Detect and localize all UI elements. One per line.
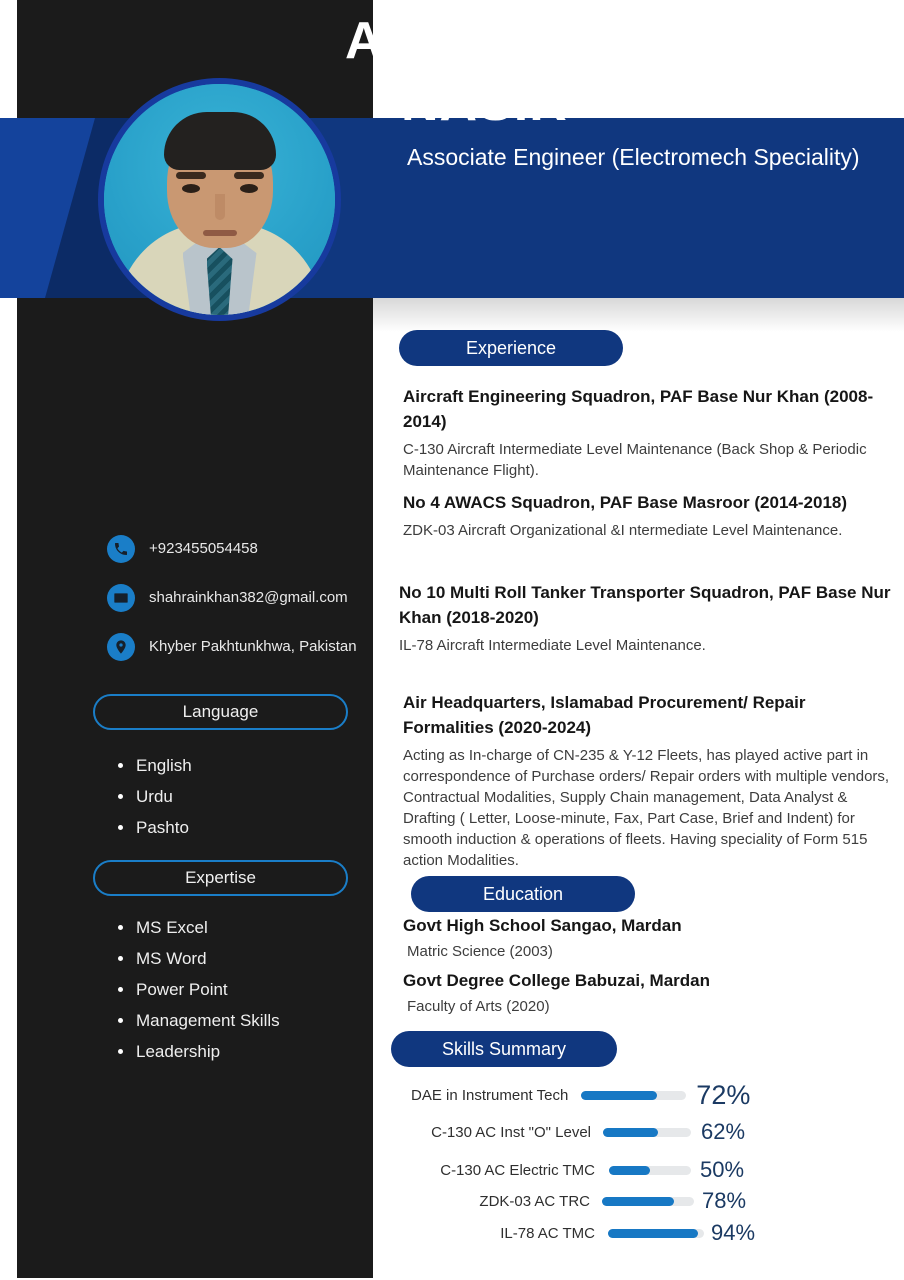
skill-row bbox=[405, 1157, 744, 1183]
section-header-expertise bbox=[93, 860, 348, 896]
avatar-nose bbox=[215, 194, 225, 220]
avatar-eye-left bbox=[182, 184, 200, 193]
skill-bar-track bbox=[603, 1128, 691, 1137]
avatar-brow-right bbox=[234, 172, 264, 179]
skill-label: C-130 AC Electric TMC bbox=[440, 1161, 595, 1179]
list-item: Pashto bbox=[118, 812, 192, 843]
contact-email[interactable] bbox=[0, 573, 373, 622]
skill-bar-track bbox=[608, 1229, 704, 1238]
skill-label: DAE in Instrument Tech bbox=[411, 1087, 569, 1104]
experience-entry bbox=[403, 490, 895, 541]
contact-list bbox=[0, 524, 373, 671]
contact-phone[interactable] bbox=[0, 524, 373, 573]
header-underline-gradient bbox=[373, 298, 904, 332]
avatar bbox=[98, 78, 341, 321]
contact-email-value: shahrainkhan382@gmail.com bbox=[149, 589, 348, 606]
skill-row bbox=[405, 1220, 755, 1246]
language-list bbox=[118, 750, 192, 843]
education-entry bbox=[403, 914, 873, 963]
avatar-mouth bbox=[203, 230, 237, 236]
avatar-tie bbox=[207, 247, 233, 315]
location-pin-icon bbox=[107, 633, 135, 661]
section-header-education bbox=[411, 876, 635, 912]
header-text-group bbox=[345, 10, 860, 172]
skill-bar-fill bbox=[603, 1128, 658, 1137]
skill-percent: 94% bbox=[711, 1220, 756, 1245]
experience-description: ZDK-03 Aircraft Organizational &I ntermediate Level Maintenance. bbox=[403, 522, 843, 539]
experience-description: Acting as In-charge of CN-235 & Y-12 Fleets, has played active part in correspondence of Purchase orders/ Repair orders with multiple vendors, Contractual Modalities, Supply Chain management, Data Analyst & Drafting ( Letter, Loose-minute, Fax, Part Case, Brief and Indent) for smooth induction & operations of fleets. Having speciality of Form 515 action Modalities. bbox=[403, 747, 890, 869]
job-title: Associate Engineer (Electromech Speciality) bbox=[407, 144, 860, 170]
section-header-education-label: Education bbox=[482, 883, 564, 904]
education-school: Govt Degree College Babuzai, Mardan bbox=[403, 971, 711, 990]
contact-location[interactable] bbox=[0, 622, 373, 671]
skill-bar-fill bbox=[581, 1091, 657, 1100]
phone-icon bbox=[107, 535, 135, 563]
avatar-brow-left bbox=[176, 172, 206, 179]
section-header-expertise-label: Expertise bbox=[185, 868, 256, 887]
skill-bar-fill bbox=[609, 1166, 650, 1175]
skill-bar-fill bbox=[608, 1229, 698, 1238]
skill-percent: 50% bbox=[700, 1157, 745, 1182]
experience-entry bbox=[403, 690, 899, 871]
expertise-list bbox=[118, 912, 280, 1067]
section-header-language-label: Language bbox=[182, 702, 259, 721]
list-item: MS Excel bbox=[118, 912, 280, 943]
avatar-eye-right bbox=[240, 184, 258, 193]
skill-label: C-130 AC Inst "O" Level bbox=[431, 1123, 591, 1141]
experience-description: C-130 Aircraft Intermediate Level Maintenance (Back Shop & Periodic Maintenance Flight). bbox=[403, 441, 867, 479]
skill-percent: 78% bbox=[702, 1188, 747, 1213]
education-school: Govt High School Sangao, Mardan bbox=[403, 916, 682, 935]
experience-heading: No 4 AWACS Squadron, PAF Base Masroor (2014-2018) bbox=[403, 493, 848, 512]
experience-entry bbox=[403, 384, 895, 481]
avatar-hair bbox=[164, 112, 276, 170]
first-name: ABDUL bbox=[345, 12, 532, 70]
education-degree: Faculty of Arts (2020) bbox=[407, 998, 550, 1015]
skill-bar-track bbox=[581, 1091, 686, 1100]
contact-phone-value: +923455054458 bbox=[149, 540, 258, 557]
section-header-skills-label: Skills Summary bbox=[441, 1038, 566, 1059]
avatar-image bbox=[104, 84, 335, 315]
last-name: NASIR bbox=[401, 74, 568, 132]
education-degree: Matric Science (2003) bbox=[407, 943, 553, 960]
skill-label: IL-78 AC TMC bbox=[500, 1224, 595, 1242]
experience-heading: No 10 Multi Roll Tanker Transporter Squadron, PAF Base Nur Khan (2018-2020) bbox=[399, 583, 891, 627]
experience-heading: Air Headquarters, Islamabad Procurement/ Repair Formalities (2020-2024) bbox=[403, 693, 806, 737]
skill-row bbox=[411, 1119, 745, 1145]
skill-bar-track bbox=[602, 1197, 694, 1206]
skill-bar-track bbox=[609, 1166, 691, 1175]
experience-entry bbox=[399, 580, 899, 656]
list-item: English bbox=[118, 750, 192, 781]
education-entry bbox=[403, 969, 873, 1018]
section-header-experience-label: Experience bbox=[465, 337, 557, 358]
list-item: Urdu bbox=[118, 781, 192, 812]
skill-percent: 62% bbox=[701, 1119, 746, 1144]
list-item: MS Word bbox=[118, 943, 280, 974]
contact-location-value: Khyber Pakhtunkhwa, Pakistan bbox=[149, 638, 357, 655]
skill-row bbox=[405, 1188, 746, 1214]
section-header-experience bbox=[399, 330, 623, 366]
envelope-icon bbox=[107, 584, 135, 612]
skill-row bbox=[411, 1080, 750, 1111]
skill-bar-fill bbox=[602, 1197, 674, 1206]
list-item: Leadership bbox=[118, 1036, 280, 1067]
experience-description: IL-78 Aircraft Intermediate Level Maintenance. bbox=[399, 637, 706, 654]
skill-percent: 72% bbox=[696, 1080, 751, 1110]
skill-label: ZDK-03 AC TRC bbox=[479, 1192, 590, 1210]
list-item: Management Skills bbox=[118, 1005, 280, 1036]
section-header-skills bbox=[391, 1031, 617, 1067]
experience-heading: Aircraft Engineering Squadron, PAF Base Nur Khan (2008-2014) bbox=[403, 387, 874, 431]
list-item: Power Point bbox=[118, 974, 280, 1005]
section-header-language bbox=[93, 694, 348, 730]
